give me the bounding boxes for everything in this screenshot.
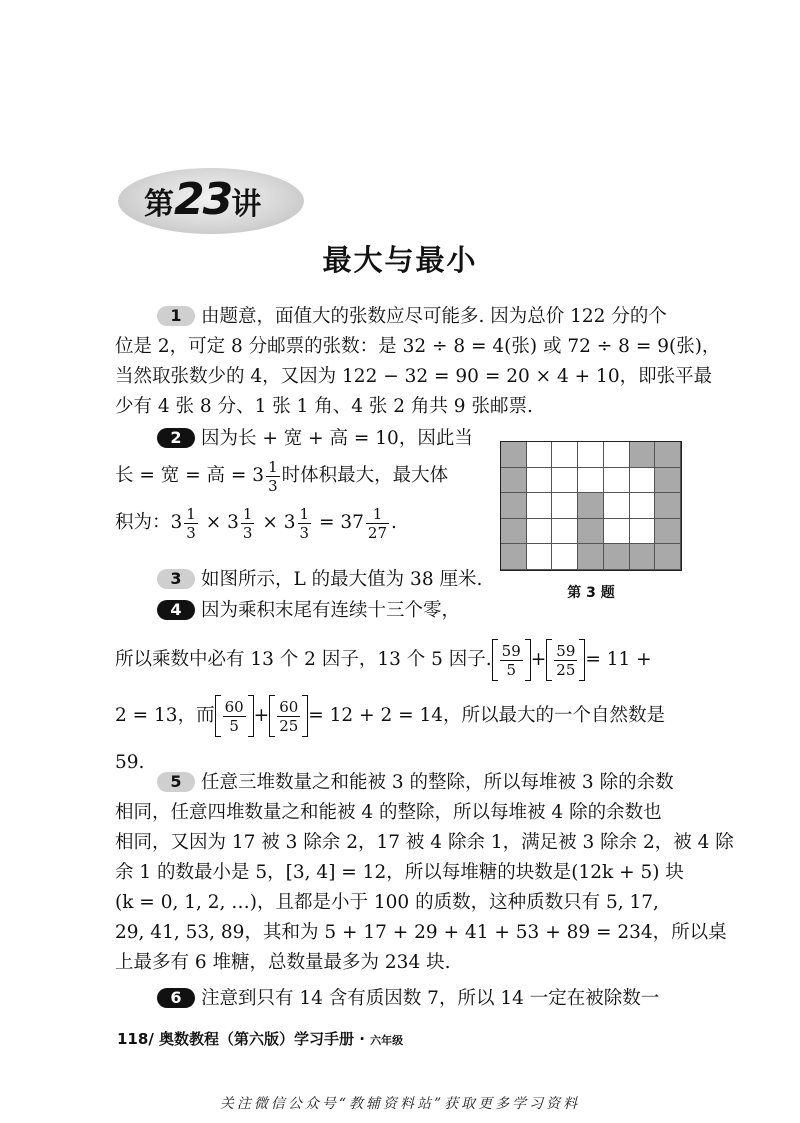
grid-cell bbox=[527, 442, 553, 468]
grid-cell bbox=[630, 468, 656, 494]
grid-cell bbox=[604, 493, 630, 519]
problem-5-text-6: 上最多有 6 堆糖，总数量最多为 234 块. bbox=[115, 952, 451, 973]
grid-cell bbox=[552, 468, 578, 494]
problem-4-text-3a: 2 = 13，而 bbox=[115, 705, 215, 726]
whole-number: 3 bbox=[283, 512, 296, 533]
frac-den: 3 bbox=[186, 523, 196, 542]
problem-6-number: 6 bbox=[157, 988, 195, 1008]
problem-5-text-2: 相同，又因为 17 被 3 除余 2，17 被 4 除余 1，满足被 3 除余 2，被 4 除 bbox=[115, 832, 734, 853]
grid-cell-shaded bbox=[501, 468, 527, 494]
times-sign: × bbox=[262, 512, 278, 533]
problem-2-line-3 bbox=[115, 498, 485, 548]
fraction bbox=[277, 698, 300, 735]
frac-den: 5 bbox=[506, 660, 516, 679]
grid-cell bbox=[527, 519, 553, 545]
problem-1 bbox=[115, 302, 721, 422]
problem-5-text-1: 相同，任意四堆数量之和能被 4 的整除，所以每堆被 4 除的余数也 bbox=[115, 802, 662, 823]
floor-bracket-left bbox=[492, 639, 498, 681]
problem-1-text-3: 少有 4 张 8 分、1 张 1 角、4 张 2 角共 9 张邮票. bbox=[115, 396, 533, 417]
page-title: 最大与最小 bbox=[322, 243, 478, 277]
grid-cell-shaded bbox=[501, 544, 527, 570]
grid-cell-shaded bbox=[501, 519, 527, 545]
period: . bbox=[391, 512, 397, 533]
problem-4-number: 4 bbox=[157, 600, 195, 620]
grid-cell bbox=[527, 468, 553, 494]
fraction bbox=[554, 642, 577, 679]
lesson-badge bbox=[118, 160, 304, 240]
problem-2-number: 2 bbox=[157, 428, 195, 448]
problem-1-number: 1 bbox=[157, 306, 195, 326]
times-sign: × bbox=[205, 512, 222, 533]
problem-5-text-0: 任意三堆数量之和能被 3 的整除，所以每堆被 3 除的余数 bbox=[201, 772, 674, 793]
grid-cell bbox=[527, 544, 553, 570]
problem-5 bbox=[115, 768, 734, 978]
equals-sign: = bbox=[318, 512, 335, 533]
grid-cell bbox=[604, 468, 630, 494]
problem-2-line-2 bbox=[115, 454, 485, 498]
problem-5-number: 5 bbox=[157, 772, 195, 792]
grid-cell bbox=[552, 544, 578, 570]
figure-grid bbox=[500, 441, 682, 571]
problem-4-text-2a: 所以乘数中必有 13 个 2 因子，13 个 5 因子. bbox=[115, 649, 492, 670]
problem-1-line bbox=[115, 302, 695, 332]
grid-cell bbox=[630, 519, 656, 545]
problem-2-text-1: 因为长 + 宽 + 高 = 10，因此当 bbox=[201, 428, 473, 449]
watermark: 关注微信公众号“教辅资料站”获取更多学习资料 bbox=[219, 1096, 581, 1112]
problem-4 bbox=[115, 596, 695, 778]
fraction bbox=[241, 505, 255, 542]
frac-den: 25 bbox=[556, 660, 576, 679]
page-footer bbox=[117, 1028, 403, 1049]
problem-6-text: 注意到只有 14 含有质因数 7，所以 14 一定在被除数一 bbox=[201, 988, 660, 1009]
problem-3-line bbox=[115, 565, 495, 595]
frac-num: 1 bbox=[242, 504, 253, 523]
grid-cell bbox=[578, 468, 604, 494]
problem-1-text-1: 位是 2，可定 8 分邮票的张数：是 32 ÷ 8 = 4(张) 或 72 ÷ 8 = 9(张)， bbox=[115, 336, 721, 357]
problem-5-line bbox=[115, 768, 695, 798]
fraction bbox=[366, 505, 389, 542]
problem-2-line-1 bbox=[115, 424, 485, 454]
grid-cell-shaded bbox=[501, 442, 527, 468]
grid-cell bbox=[604, 442, 630, 468]
page-number: 118 bbox=[117, 1030, 149, 1048]
whole-number: 3 bbox=[227, 512, 239, 533]
problem-3-number: 3 bbox=[157, 569, 195, 589]
problem-3 bbox=[115, 565, 495, 595]
grade-label: 六年级 bbox=[370, 1034, 404, 1047]
grid-cell-shaded bbox=[655, 493, 681, 519]
problem-5-text-4: (k = 0, 1, 2, …)，且都是小于 100 的质数，这种质数只有 5, 17, bbox=[115, 892, 659, 913]
problem-3-text: 如图所示，L 的最大值为 38 厘米. bbox=[201, 569, 483, 590]
problem-4-text-4: 59. bbox=[115, 752, 145, 773]
grid-cell bbox=[630, 493, 656, 519]
grid-cell-shaded bbox=[655, 468, 681, 494]
problem-4-line-3 bbox=[115, 688, 695, 744]
problem-2-text-3a: 积为：3 bbox=[115, 512, 183, 533]
frac-den: 25 bbox=[279, 716, 299, 735]
problem-2-text-2b: 时体积最大，最大体 bbox=[281, 465, 449, 486]
floor-bracket-left bbox=[215, 695, 221, 737]
fraction bbox=[184, 505, 198, 542]
frac-num: 1 bbox=[366, 505, 389, 524]
grid-cell-shaded bbox=[578, 519, 604, 545]
grid-cell bbox=[604, 519, 630, 545]
problem-1-text-0: 由题意，面值大的张数应尽可能多. 因为总价 122 分的个 bbox=[201, 306, 667, 327]
problem-2 bbox=[115, 424, 485, 548]
frac-num: 1 bbox=[186, 504, 196, 523]
grid-cell-shaded bbox=[630, 442, 656, 468]
grid-cell bbox=[527, 493, 553, 519]
fraction bbox=[298, 505, 312, 542]
grid-cell bbox=[552, 442, 578, 468]
floor-bracket-left bbox=[546, 639, 552, 681]
grid-cell bbox=[578, 442, 604, 468]
grid-cell-shaded bbox=[604, 544, 630, 570]
frac-den: 3 bbox=[242, 523, 253, 542]
frac-den: 3 bbox=[268, 476, 278, 495]
problem-4-text-3b: = 12 + 2 = 14，所以最大的一个自然数是 bbox=[308, 705, 666, 726]
problem-2-text-2a: 长 = 宽 = 高 = 3 bbox=[115, 465, 265, 486]
book-title: / 奥数教程（第六版）学习手册 · bbox=[148, 1030, 365, 1048]
problem-4-line-1 bbox=[115, 596, 695, 626]
fraction bbox=[500, 642, 523, 679]
lesson-prefix: 第 bbox=[144, 187, 174, 222]
problem-5-text-3: 余 1 的数最小是 5，[3, 4] = 12，所以每堆糖的块数是(12k + 5) 块 bbox=[115, 862, 684, 883]
grid-cell-shaded bbox=[655, 442, 681, 468]
grid-cell bbox=[552, 493, 578, 519]
lesson-number: 23 bbox=[174, 174, 232, 225]
grid-cell-shaded bbox=[655, 544, 681, 570]
frac-num: 1 bbox=[299, 504, 310, 523]
grid-cell-shaded bbox=[630, 544, 656, 570]
frac-num: 1 bbox=[268, 457, 278, 476]
problem-4-text-2b: = 11 + bbox=[585, 649, 652, 670]
plus-sign: + bbox=[530, 649, 547, 670]
problem-4-line-2 bbox=[115, 632, 695, 688]
lesson-badge-text bbox=[144, 174, 261, 225]
frac-num: 60 bbox=[224, 697, 244, 716]
figure-caption: 第 3 题 bbox=[567, 585, 615, 601]
fraction bbox=[223, 698, 246, 735]
floor-bracket-left bbox=[269, 695, 275, 737]
problem-4-text-1: 因为乘积末尾有连续十三个零， bbox=[201, 600, 461, 621]
plus-sign: + bbox=[253, 705, 270, 726]
problem-5-text-5: 29, 41, 53, 89，其和为 5 + 17 + 29 + 41 + 53 + 89 = 234，所以桌 bbox=[115, 922, 727, 943]
frac-num: 59 bbox=[556, 641, 576, 660]
lesson-suffix: 讲 bbox=[231, 187, 262, 222]
grid-cell-shaded bbox=[578, 493, 604, 519]
grid-cell-shaded bbox=[578, 544, 604, 570]
frac-den: 3 bbox=[299, 523, 310, 542]
problem-1-text-2: 当然取张数少的 4，又因为 122 − 32 = 90 = 20 × 4 + 10，即张平最 bbox=[115, 366, 713, 387]
result-whole: 37 bbox=[340, 512, 364, 533]
fraction bbox=[266, 458, 280, 495]
frac-num: 60 bbox=[279, 697, 299, 716]
grid-cell-shaded bbox=[501, 493, 527, 519]
frac-den: 27 bbox=[367, 523, 388, 542]
grid-cell-shaded bbox=[655, 519, 681, 545]
frac-den: 5 bbox=[229, 716, 239, 735]
problem-6-line bbox=[115, 984, 695, 1014]
grid-cell bbox=[552, 519, 578, 545]
frac-num: 59 bbox=[501, 641, 521, 660]
problem-6 bbox=[115, 984, 695, 1014]
